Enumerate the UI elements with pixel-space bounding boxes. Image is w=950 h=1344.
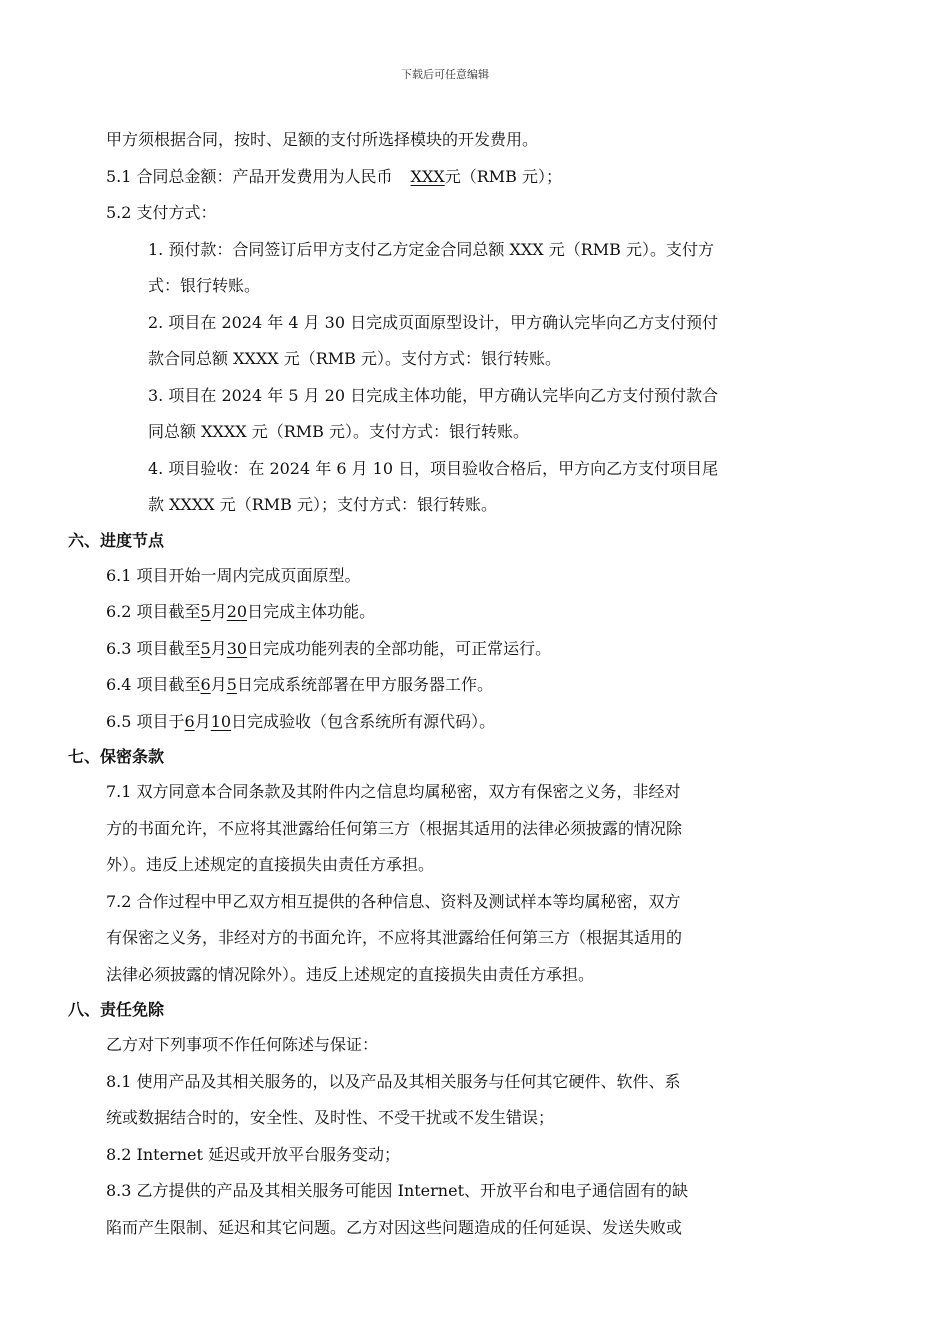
schedule-6-1: 6.1 项目开始一周内完成页面原型。 [106, 565, 361, 585]
section-8-heading: 八、责任免除 [68, 1000, 165, 1019]
payment-4-line1: 4. 项目验收：在 2024 年 6 月 10 日，项目验收合格后，甲方向乙方支付项目尾 [148, 458, 719, 478]
section-6-heading: 六、进度节点 [68, 530, 165, 550]
confidentiality-7-1-line1: 7.1 双方同意本合同条款及其附件内之信息均属秘密，双方有保密之义务，非经对 [106, 782, 681, 801]
disclaimer-8-1-line1: 8.1 使用产品及其相关服务的，以及产品及其相关服务与任何其它硬件、软件、系 [106, 1071, 681, 1091]
clause-5-2: 5.2 支付方式： [106, 203, 217, 222]
confidentiality-7-2-line1: 7.2 合作过程中甲乙双方相互提供的各种信息、资料及测试样本等均属秘密，双方 [106, 891, 681, 911]
schedule-6-4: 6.4 项目截至6月5日完成系统部署在甲方服务器工作。 [106, 675, 493, 694]
contract-amount: XXX [410, 166, 445, 186]
confidentiality-7-2-line3: 法律必须披露的情况除外）。违反上述规定的直接损失由责任方承担。 [106, 964, 595, 984]
schedule-6-2: 6.2 项目截至5月20日完成主体功能。 [106, 602, 376, 621]
payment-3-line1: 3. 项目在 2024 年 5 月 20 日完成主体功能，甲方确认完毕向乙方支付预付款合 [148, 385, 719, 405]
payment-2-line2: 款合同总额 XXXX 元（RMB 元）。支付方式：银行转账。 [148, 349, 562, 368]
document-body [68, 122, 808, 1246]
intro-paragraph: 甲方须根据合同，按时、足额的支付所选择模块的开发费用。 [106, 130, 539, 149]
disclaimer-intro: 乙方对下列事项不作任何陈述与保证： [106, 1035, 379, 1054]
schedule-6-3: 6.3 项目截至5月30日完成功能列表的全部功能，可正常运行。 [106, 638, 552, 658]
clause-5-1: 5.1 合同总金额：产品开发费用为人民币 XXX元（RMB 元）； [106, 166, 562, 186]
payment-1-line1: 1. 预付款：合同签订后甲方支付乙方定金合同总额 XXX 元（RMB 元）。支付方 [148, 239, 714, 259]
disclaimer-8-3-line1: 8.3 乙方提供的产品及其相关服务可能因 Internet、开放平台和电子通信固有的缺 [106, 1181, 688, 1200]
payment-3-line2: 同总额 XXXX 元（RMB 元）。支付方式：银行转账。 [148, 422, 530, 441]
section-7-heading: 七、保密条款 [68, 747, 165, 766]
disclaimer-8-3-line2: 陷而产生限制、延迟和其它问题。乙方对因这些问题造成的任何延误、发送失败或 [106, 1217, 683, 1237]
confidentiality-7-1-line3: 外）。违反上述规定的直接损失由责任方承担。 [106, 855, 435, 874]
schedule-6-5: 6.5 项目于6月10日完成验收（包含系统所有源代码）。 [106, 711, 496, 731]
confidentiality-7-1-line2: 方的书面允许，不应将其泄露给任何第三方（根据其适用的法律必须披露的情况除 [106, 818, 683, 838]
page-header: 下载后可任意编辑 [401, 68, 489, 81]
disclaimer-8-2: 8.2 Internet 延迟或开放平台服务变动； [106, 1144, 400, 1164]
payment-1-line2: 式：银行转账。 [148, 276, 261, 295]
confidentiality-7-2-line2: 有保密之义务，非经对方的书面允许，不应将其泄露给任何第三方（根据其适用的 [106, 928, 683, 947]
disclaimer-8-1-line2: 统或数据结合时的，安全性、及时性、不受干扰或不发生错误； [106, 1108, 555, 1127]
payment-4-line2: 款 XXXX 元（RMB 元）；支付方式：银行转账。 [148, 495, 498, 514]
payment-2-line1: 2. 项目在 2024 年 4 月 30 日完成页面原型设计，甲方确认完毕向乙方支付预付 [148, 312, 719, 332]
